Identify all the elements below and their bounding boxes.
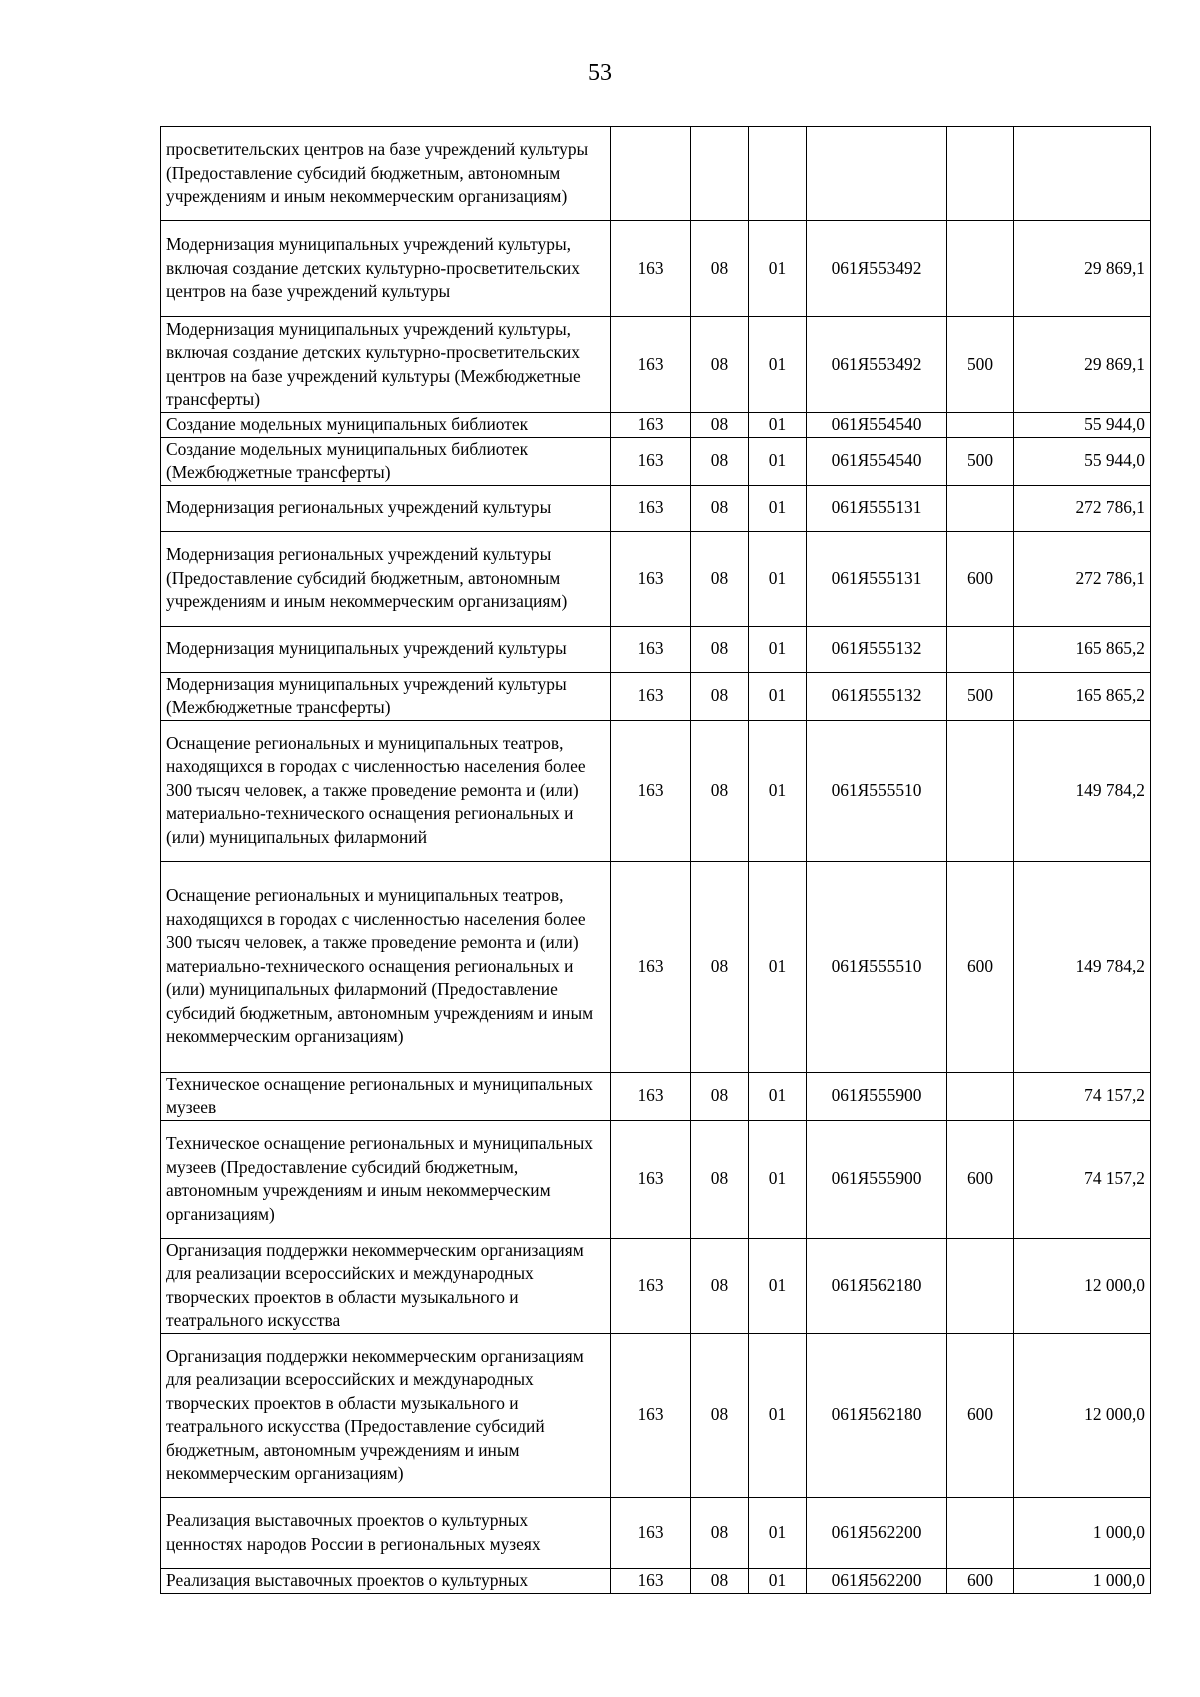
section-code-cell: 08 (691, 221, 749, 317)
ministry-code-cell: 163 (611, 437, 691, 485)
section-code-cell: 08 (691, 1238, 749, 1333)
amount-cell: 29 869,1 (1014, 317, 1151, 413)
table-row (161, 437, 1151, 485)
target-article-cell: 061Я555132 (807, 672, 947, 720)
amount-cell: 272 786,1 (1014, 531, 1151, 626)
expense-type-cell (947, 485, 1014, 531)
item-name-cell: Создание модельных муниципальных библиотек (Межбюджетные трансферты) (161, 437, 611, 485)
section-code-cell: 08 (691, 531, 749, 626)
ministry-code-cell: 163 (611, 1238, 691, 1333)
ministry-code-cell: 163 (611, 485, 691, 531)
section-code-cell: 08 (691, 1120, 749, 1238)
section-code-cell: 08 (691, 317, 749, 413)
section-code-cell: 08 (691, 672, 749, 720)
section-code-cell: 08 (691, 1333, 749, 1497)
amount-cell: 1 000,0 (1014, 1568, 1151, 1593)
section-code-cell: 08 (691, 413, 749, 438)
item-name-cell: Реализация выставочных проектов о культурных (161, 1568, 611, 1593)
amount-cell: 74 157,2 (1014, 1120, 1151, 1238)
target-article-cell: 061Я562200 (807, 1497, 947, 1568)
subsection-code-cell: 01 (749, 531, 807, 626)
item-name-cell: Оснащение региональных и муниципальных театров, находящихся в городах с численностью населения более 300 тысяч человек, а также проведение ремонта и (или) материально-технического оснащения региональных и (или) муниципальных филармоний (Предоставление субсидий бюджетным, автономным учреждениям и иным некоммерческим организациям) (161, 861, 611, 1072)
amount-cell: 149 784,2 (1014, 861, 1151, 1072)
item-name-cell: Модернизация муниципальных учреждений культуры (Межбюджетные трансферты) (161, 672, 611, 720)
table-row (161, 1568, 1151, 1593)
section-code-cell: 08 (691, 1568, 749, 1593)
ministry-code-cell: 163 (611, 221, 691, 317)
amount-cell: 149 784,2 (1014, 720, 1151, 861)
subsection-code-cell (749, 127, 807, 221)
expense-type-cell (947, 626, 1014, 672)
table-row (161, 1497, 1151, 1568)
table-row (161, 317, 1151, 413)
ministry-code-cell: 163 (611, 1072, 691, 1120)
target-article-cell: 061Я555131 (807, 485, 947, 531)
target-article-cell (807, 127, 947, 221)
subsection-code-cell: 01 (749, 720, 807, 861)
target-article-cell: 061Я562180 (807, 1238, 947, 1333)
subsection-code-cell: 01 (749, 413, 807, 438)
item-name-cell: Оснащение региональных и муниципальных театров, находящихся в городах с численностью населения более 300 тысяч человек, а также проведение ремонта и (или) материально-технического оснащения региональных и (или) муниципальных филармоний (161, 720, 611, 861)
ministry-code-cell: 163 (611, 1120, 691, 1238)
table-row (161, 861, 1151, 1072)
ministry-code-cell: 163 (611, 413, 691, 438)
ministry-code-cell: 163 (611, 1333, 691, 1497)
subsection-code-cell: 01 (749, 1333, 807, 1497)
ministry-code-cell: 163 (611, 531, 691, 626)
table-row (161, 485, 1151, 531)
section-code-cell: 08 (691, 1072, 749, 1120)
table-row (161, 720, 1151, 861)
budget-table (160, 126, 1151, 1594)
subsection-code-cell: 01 (749, 861, 807, 1072)
expense-type-cell: 500 (947, 672, 1014, 720)
expense-type-cell (947, 720, 1014, 861)
ministry-code-cell: 163 (611, 1497, 691, 1568)
ministry-code-cell: 163 (611, 626, 691, 672)
target-article-cell: 061Я554540 (807, 413, 947, 438)
target-article-cell: 061Я555131 (807, 531, 947, 626)
section-code-cell: 08 (691, 437, 749, 485)
expense-type-cell (947, 1072, 1014, 1120)
item-name-cell: Модернизация региональных учреждений культуры (Предоставление субсидий бюджетным, автономным учреждениям и иным некоммерческим организациям) (161, 531, 611, 626)
target-article-cell: 061Я553492 (807, 221, 947, 317)
target-article-cell: 061Я554540 (807, 437, 947, 485)
expense-type-cell: 500 (947, 317, 1014, 413)
subsection-code-cell: 01 (749, 485, 807, 531)
amount-cell: 29 869,1 (1014, 221, 1151, 317)
table-row (161, 1333, 1151, 1497)
amount-cell: 165 865,2 (1014, 626, 1151, 672)
item-name-cell: Техническое оснащение региональных и муниципальных музеев (161, 1072, 611, 1120)
item-name-cell: Организация поддержки некоммерческим организациям для реализации всероссийских и международных творческих проектов в области музыкального и театрального искусства (Предоставление субсидий бюджетным, автономным учреждениям и иным некоммерческим организациям) (161, 1333, 611, 1497)
item-name-cell: Техническое оснащение региональных и муниципальных музеев (Предоставление субсидий бюджетным, автономным учреждениям и иным некоммерческим организациям) (161, 1120, 611, 1238)
ministry-code-cell: 163 (611, 317, 691, 413)
target-article-cell: 061Я562180 (807, 1333, 947, 1497)
target-article-cell: 061Я555510 (807, 720, 947, 861)
amount-cell: 55 944,0 (1014, 413, 1151, 438)
amount-cell: 12 000,0 (1014, 1333, 1151, 1497)
section-code-cell: 08 (691, 861, 749, 1072)
expense-type-cell (947, 1238, 1014, 1333)
table-row (161, 626, 1151, 672)
table-row (161, 1238, 1151, 1333)
amount-cell: 12 000,0 (1014, 1238, 1151, 1333)
item-name-cell: Модернизация региональных учреждений культуры (161, 485, 611, 531)
subsection-code-cell: 01 (749, 1568, 807, 1593)
amount-cell (1014, 127, 1151, 221)
ministry-code-cell: 163 (611, 861, 691, 1072)
subsection-code-cell: 01 (749, 437, 807, 485)
ministry-code-cell: 163 (611, 1568, 691, 1593)
target-article-cell: 061Я555900 (807, 1120, 947, 1238)
expense-type-cell: 600 (947, 861, 1014, 1072)
amount-cell: 55 944,0 (1014, 437, 1151, 485)
subsection-code-cell: 01 (749, 672, 807, 720)
item-name-cell: Организация поддержки некоммерческим организациям для реализации всероссийских и международных творческих проектов в области музыкального и театрального искусства (161, 1238, 611, 1333)
amount-cell: 272 786,1 (1014, 485, 1151, 531)
page-number: 53 (588, 60, 612, 86)
target-article-cell: 061Я555132 (807, 626, 947, 672)
section-code-cell: 08 (691, 626, 749, 672)
expense-type-cell: 500 (947, 437, 1014, 485)
item-name-cell: Реализация выставочных проектов о культурных ценностях народов России в региональных музеях (161, 1497, 611, 1568)
subsection-code-cell: 01 (749, 1120, 807, 1238)
table-row (161, 531, 1151, 626)
item-name-cell: Модернизация муниципальных учреждений культуры (161, 626, 611, 672)
table-row (161, 1072, 1151, 1120)
item-name-cell: просветительских центров на базе учреждений культуры (Предоставление субсидий бюджетным, автономным учреждениям и иным некоммерческим организациям) (161, 127, 611, 221)
target-article-cell: 061Я553492 (807, 317, 947, 413)
item-name-cell: Создание модельных муниципальных библиотек (161, 413, 611, 438)
subsection-code-cell: 01 (749, 1238, 807, 1333)
section-code-cell: 08 (691, 720, 749, 861)
expense-type-cell: 600 (947, 1333, 1014, 1497)
target-article-cell: 061Я555900 (807, 1072, 947, 1120)
subsection-code-cell: 01 (749, 221, 807, 317)
section-code-cell: 08 (691, 485, 749, 531)
amount-cell: 165 865,2 (1014, 672, 1151, 720)
subsection-code-cell: 01 (749, 317, 807, 413)
item-name-cell: Модернизация муниципальных учреждений культуры, включая создание детских культурно-просветительских центров на базе учреждений культуры (Межбюджетные трансферты) (161, 317, 611, 413)
subsection-code-cell: 01 (749, 1072, 807, 1120)
table-row (161, 672, 1151, 720)
expense-type-cell (947, 221, 1014, 317)
expense-type-cell: 600 (947, 531, 1014, 626)
ministry-code-cell (611, 127, 691, 221)
table-row (161, 1120, 1151, 1238)
ministry-code-cell: 163 (611, 672, 691, 720)
budget-table-body (161, 127, 1151, 1594)
table-row (161, 221, 1151, 317)
table-row (161, 413, 1151, 438)
amount-cell: 74 157,2 (1014, 1072, 1151, 1120)
amount-cell: 1 000,0 (1014, 1497, 1151, 1568)
target-article-cell: 061Я555510 (807, 861, 947, 1072)
expense-type-cell (947, 1497, 1014, 1568)
item-name-cell: Модернизация муниципальных учреждений культуры, включая создание детских культурно-просветительских центров на базе учреждений культуры (161, 221, 611, 317)
expense-type-cell (947, 127, 1014, 221)
subsection-code-cell: 01 (749, 626, 807, 672)
expense-type-cell: 600 (947, 1120, 1014, 1238)
expense-type-cell: 600 (947, 1568, 1014, 1593)
table-row (161, 127, 1151, 221)
section-code-cell (691, 127, 749, 221)
section-code-cell: 08 (691, 1497, 749, 1568)
subsection-code-cell: 01 (749, 1497, 807, 1568)
expense-type-cell (947, 413, 1014, 438)
ministry-code-cell: 163 (611, 720, 691, 861)
target-article-cell: 061Я562200 (807, 1568, 947, 1593)
